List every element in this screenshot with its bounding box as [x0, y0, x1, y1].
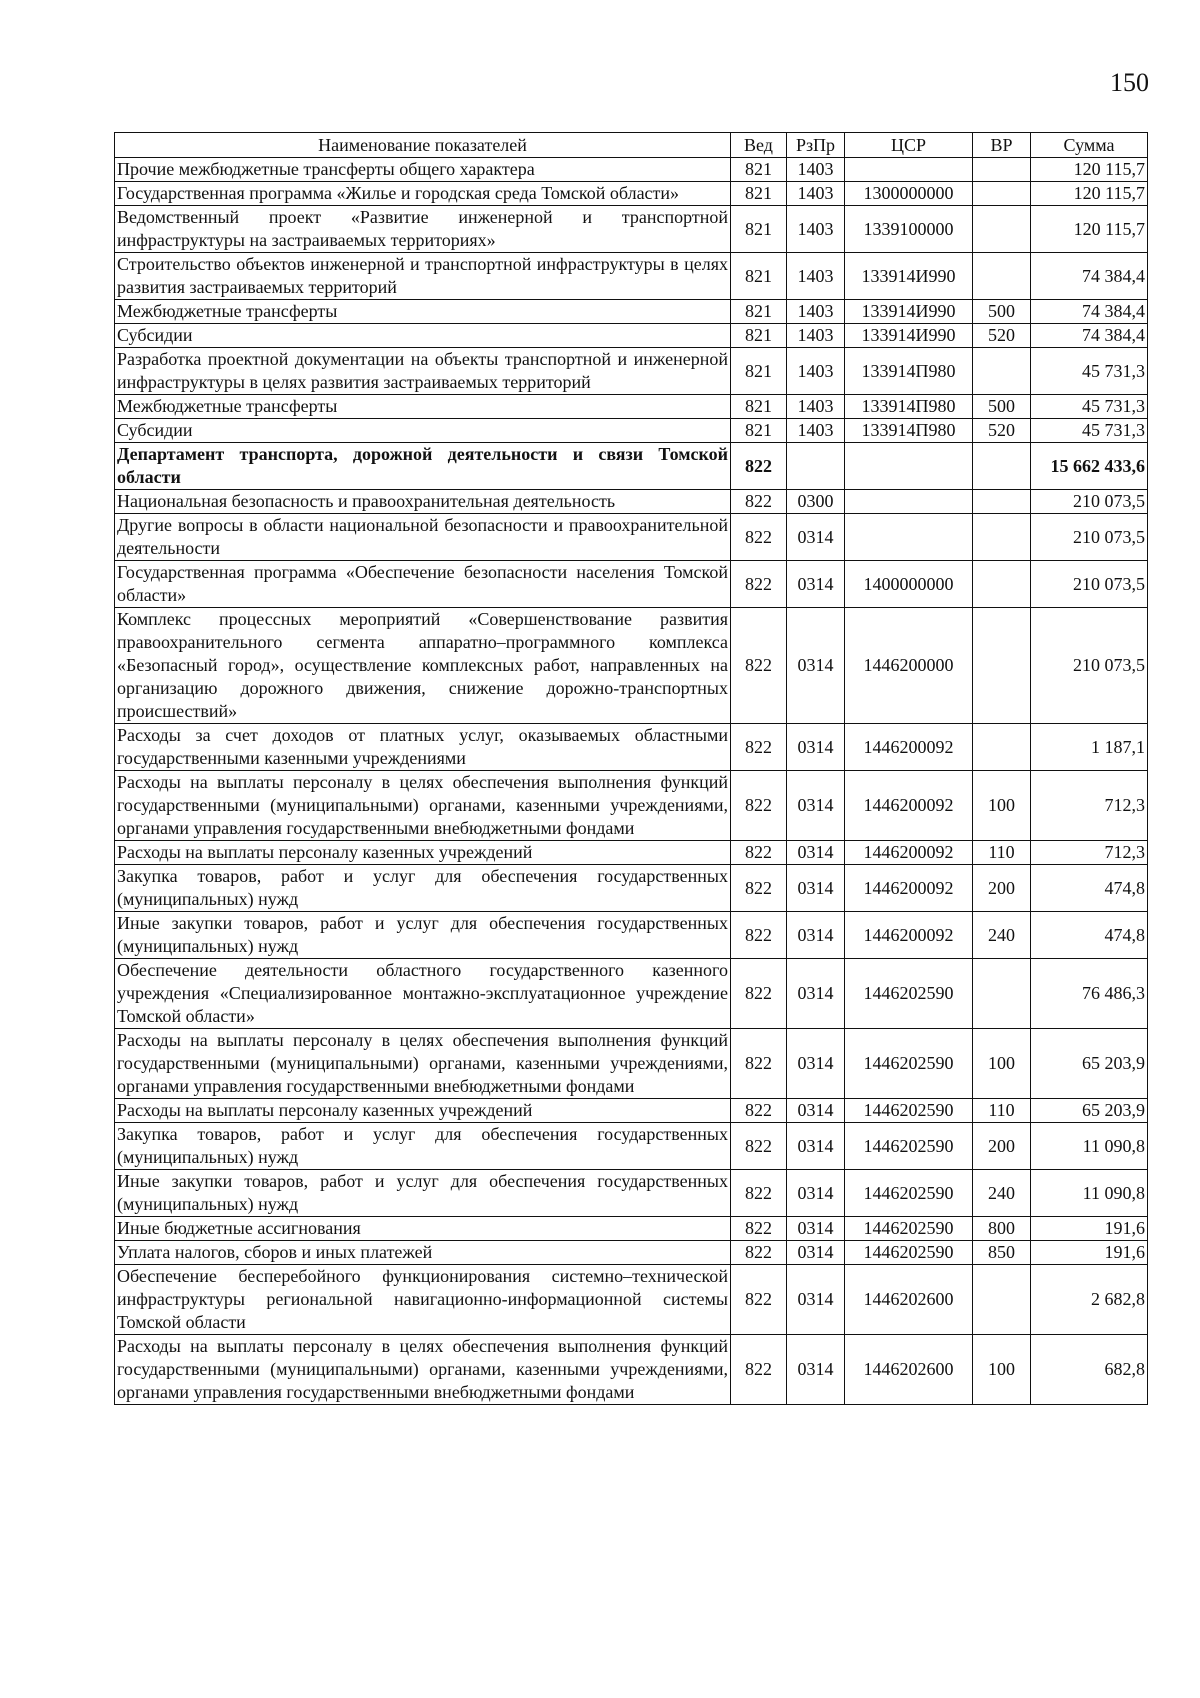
table-row [115, 771, 1148, 841]
header-vr: ВР [973, 133, 1031, 158]
table-row [115, 1241, 1148, 1265]
header-name: Наименование показателей [115, 133, 731, 158]
cell-rzpr: 0314 [787, 724, 845, 771]
cell-rzpr: 0314 [787, 771, 845, 841]
cell-csr: 1446200092 [845, 912, 973, 959]
cell-rzpr: 0314 [787, 1265, 845, 1335]
cell-name: Расходы на выплаты персоналу в целях обеспечения выполнения функций государственными (муниципальными) органами, казенными учреждениями, органами управления государственными внебюджетными фондами [115, 771, 731, 841]
cell-name: Строительство объектов инженерной и транспортной инфраструктуры в целях развития застраиваемых территорий [115, 253, 731, 300]
cell-ved: 822 [731, 959, 787, 1029]
table-row [115, 514, 1148, 561]
cell-rzpr: 0314 [787, 561, 845, 608]
table-row [115, 395, 1148, 419]
cell-rzpr: 0314 [787, 1029, 845, 1099]
cell-vr [973, 514, 1031, 561]
table-row [115, 419, 1148, 443]
header-ved: Вед [731, 133, 787, 158]
cell-rzpr: 1403 [787, 324, 845, 348]
cell-name: Комплекс процессных мероприятий «Совершенствование развития правоохранительного сегмента аппаратно–программного комплекса «Безопасный город», осуществление комплексных работ, направленных на организацию дорожного движения, снижение дорожно-транспортных происшествий» [115, 608, 731, 724]
cell-sum: 11 090,8 [1031, 1170, 1148, 1217]
cell-sum: 120 115,7 [1031, 158, 1148, 182]
cell-vr [973, 443, 1031, 490]
cell-ved: 822 [731, 724, 787, 771]
cell-vr [973, 1265, 1031, 1335]
cell-ved: 822 [731, 608, 787, 724]
cell-sum: 712,3 [1031, 841, 1148, 865]
cell-sum: 120 115,7 [1031, 206, 1148, 253]
cell-sum: 74 384,4 [1031, 324, 1148, 348]
cell-rzpr: 1403 [787, 348, 845, 395]
cell-ved: 822 [731, 865, 787, 912]
cell-vr [973, 490, 1031, 514]
cell-name: Государственная программа «Жилье и городская среда Томской области» [115, 182, 731, 206]
cell-vr: 100 [973, 1335, 1031, 1405]
cell-csr: 133914И990 [845, 253, 973, 300]
table-row [115, 1335, 1148, 1405]
table-row [115, 182, 1148, 206]
cell-sum: 120 115,7 [1031, 182, 1148, 206]
cell-vr [973, 561, 1031, 608]
cell-name: Департамент транспорта, дорожной деятельности и связи Томской области [115, 443, 731, 490]
cell-vr: 520 [973, 419, 1031, 443]
cell-sum: 45 731,3 [1031, 419, 1148, 443]
table-row [115, 608, 1148, 724]
cell-sum: 682,8 [1031, 1335, 1148, 1405]
cell-sum: 474,8 [1031, 912, 1148, 959]
cell-sum: 76 486,3 [1031, 959, 1148, 1029]
cell-csr: 1446200092 [845, 841, 973, 865]
cell-vr [973, 182, 1031, 206]
cell-sum: 210 073,5 [1031, 490, 1148, 514]
cell-ved: 821 [731, 300, 787, 324]
cell-ved: 822 [731, 1029, 787, 1099]
cell-name: Расходы за счет доходов от платных услуг, оказываемых областными государственными казенными учреждениями [115, 724, 731, 771]
cell-csr: 1446202590 [845, 1099, 973, 1123]
cell-vr: 520 [973, 324, 1031, 348]
cell-csr: 133914П980 [845, 348, 973, 395]
cell-csr [845, 514, 973, 561]
cell-ved: 822 [731, 1335, 787, 1405]
cell-rzpr: 1403 [787, 206, 845, 253]
table-row [115, 253, 1148, 300]
cell-ved: 822 [731, 514, 787, 561]
cell-csr [845, 158, 973, 182]
cell-csr: 133914П980 [845, 419, 973, 443]
table-row [115, 348, 1148, 395]
cell-rzpr: 1403 [787, 419, 845, 443]
cell-sum: 210 073,5 [1031, 514, 1148, 561]
cell-ved: 821 [731, 206, 787, 253]
cell-vr: 100 [973, 1029, 1031, 1099]
cell-csr: 1446202590 [845, 1217, 973, 1241]
cell-name: Расходы на выплаты персоналу в целях обеспечения выполнения функций государственными (муниципальными) органами, казенными учреждениями, органами управления государственными внебюджетными фондами [115, 1029, 731, 1099]
cell-rzpr: 0314 [787, 514, 845, 561]
cell-vr: 500 [973, 395, 1031, 419]
cell-ved: 821 [731, 324, 787, 348]
cell-vr: 240 [973, 1170, 1031, 1217]
budget-table [114, 132, 1148, 1405]
cell-sum: 15 662 433,6 [1031, 443, 1148, 490]
cell-vr: 110 [973, 1099, 1031, 1123]
cell-ved: 822 [731, 1217, 787, 1241]
cell-name: Обеспечение деятельности областного государственного казенного учреждения «Специализированное монтажно-эксплуатационное учреждение Томской области» [115, 959, 731, 1029]
cell-rzpr: 0314 [787, 959, 845, 1029]
cell-vr: 800 [973, 1217, 1031, 1241]
header-rzpr: РзПр [787, 133, 845, 158]
table-row [115, 324, 1148, 348]
cell-rzpr: 0314 [787, 1099, 845, 1123]
cell-csr: 1446202590 [845, 1241, 973, 1265]
cell-name: Другие вопросы в области национальной безопасности и правоохранительной деятельности [115, 514, 731, 561]
cell-name: Расходы на выплаты персоналу в целях обеспечения выполнения функций государственными (муниципальными) органами, казенными учреждениями, органами управления государственными внебюджетными фондами [115, 1335, 731, 1405]
cell-csr: 1446200092 [845, 724, 973, 771]
header-csr: ЦСР [845, 133, 973, 158]
cell-name: Закупка товаров, работ и услуг для обеспечения государственных (муниципальных) нужд [115, 1123, 731, 1170]
cell-ved: 821 [731, 158, 787, 182]
cell-ved: 822 [731, 1241, 787, 1265]
cell-csr: 1446200092 [845, 771, 973, 841]
cell-sum: 74 384,4 [1031, 253, 1148, 300]
cell-csr: 1446200000 [845, 608, 973, 724]
cell-rzpr: 1403 [787, 182, 845, 206]
cell-sum: 74 384,4 [1031, 300, 1148, 324]
cell-sum: 65 203,9 [1031, 1099, 1148, 1123]
cell-rzpr: 0314 [787, 608, 845, 724]
cell-sum: 210 073,5 [1031, 608, 1148, 724]
cell-rzpr: 0314 [787, 1217, 845, 1241]
cell-csr: 133914И990 [845, 324, 973, 348]
table-header [115, 133, 1148, 158]
cell-vr: 100 [973, 771, 1031, 841]
cell-rzpr: 0300 [787, 490, 845, 514]
cell-vr [973, 724, 1031, 771]
cell-vr [973, 608, 1031, 724]
table-row [115, 443, 1148, 490]
cell-name: Субсидии [115, 419, 731, 443]
cell-csr: 133914И990 [845, 300, 973, 324]
cell-rzpr: 0314 [787, 865, 845, 912]
cell-csr [845, 443, 973, 490]
cell-name: Иные закупки товаров, работ и услуг для обеспечения государственных (муниципальных) нужд [115, 912, 731, 959]
cell-sum: 191,6 [1031, 1241, 1148, 1265]
cell-name: Иные закупки товаров, работ и услуг для обеспечения государственных (муниципальных) нужд [115, 1170, 731, 1217]
table-row [115, 1029, 1148, 1099]
header-sum: Сумма [1031, 133, 1148, 158]
cell-rzpr: 0314 [787, 1170, 845, 1217]
cell-name: Субсидии [115, 324, 731, 348]
table-row [115, 206, 1148, 253]
header-row [115, 133, 1148, 158]
cell-vr: 200 [973, 865, 1031, 912]
cell-csr: 1339100000 [845, 206, 973, 253]
cell-csr: 1446202590 [845, 959, 973, 1029]
table-row [115, 1099, 1148, 1123]
cell-sum: 191,6 [1031, 1217, 1148, 1241]
cell-csr: 1446202600 [845, 1335, 973, 1405]
cell-ved: 822 [731, 490, 787, 514]
cell-name: Уплата налогов, сборов и иных платежей [115, 1241, 731, 1265]
cell-rzpr: 0314 [787, 1335, 845, 1405]
cell-csr: 1446200092 [845, 865, 973, 912]
table-row [115, 841, 1148, 865]
cell-name: Закупка товаров, работ и услуг для обеспечения государственных (муниципальных) нужд [115, 865, 731, 912]
cell-csr: 1446202600 [845, 1265, 973, 1335]
cell-name: Государственная программа «Обеспечение безопасности населения Томской области» [115, 561, 731, 608]
cell-csr: 1300000000 [845, 182, 973, 206]
table-row [115, 561, 1148, 608]
cell-name: Расходы на выплаты персоналу казенных учреждений [115, 841, 731, 865]
cell-csr: 1446202590 [845, 1170, 973, 1217]
cell-rzpr: 0314 [787, 841, 845, 865]
cell-csr: 133914П980 [845, 395, 973, 419]
cell-name: Обеспечение бесперебойного функционирования системно–технической инфраструктуры региональной навигационно-информационной системы Томской области [115, 1265, 731, 1335]
cell-name: Разработка проектной документации на объекты транспортной и инженерной инфраструктуры в целях развития застраиваемых территорий [115, 348, 731, 395]
cell-ved: 822 [731, 1123, 787, 1170]
cell-ved: 821 [731, 182, 787, 206]
table-row [115, 300, 1148, 324]
table-row [115, 1265, 1148, 1335]
cell-sum: 65 203,9 [1031, 1029, 1148, 1099]
cell-ved: 822 [731, 1170, 787, 1217]
cell-vr: 850 [973, 1241, 1031, 1265]
table-row [115, 490, 1148, 514]
cell-vr [973, 959, 1031, 1029]
cell-name: Национальная безопасность и правоохранительная деятельность [115, 490, 731, 514]
cell-ved: 821 [731, 395, 787, 419]
cell-ved: 822 [731, 561, 787, 608]
cell-rzpr: 0314 [787, 1241, 845, 1265]
cell-rzpr: 1403 [787, 158, 845, 182]
cell-name: Прочие межбюджетные трансферты общего характера [115, 158, 731, 182]
table-row [115, 959, 1148, 1029]
cell-sum: 11 090,8 [1031, 1123, 1148, 1170]
cell-rzpr: 1403 [787, 395, 845, 419]
cell-name: Расходы на выплаты персоналу казенных учреждений [115, 1099, 731, 1123]
cell-sum: 210 073,5 [1031, 561, 1148, 608]
cell-rzpr: 0314 [787, 1123, 845, 1170]
page-number: 150 [1110, 68, 1149, 97]
cell-ved: 822 [731, 1099, 787, 1123]
table-body [115, 158, 1148, 1405]
cell-vr [973, 348, 1031, 395]
cell-ved: 821 [731, 348, 787, 395]
cell-ved: 822 [731, 1265, 787, 1335]
cell-sum: 474,8 [1031, 865, 1148, 912]
cell-sum: 45 731,3 [1031, 395, 1148, 419]
cell-ved: 822 [731, 912, 787, 959]
cell-ved: 822 [731, 771, 787, 841]
cell-vr: 500 [973, 300, 1031, 324]
cell-ved: 821 [731, 253, 787, 300]
table-row [115, 1123, 1148, 1170]
table-row [115, 865, 1148, 912]
cell-rzpr [787, 443, 845, 490]
cell-ved: 822 [731, 841, 787, 865]
cell-vr [973, 206, 1031, 253]
cell-csr: 1446202590 [845, 1123, 973, 1170]
cell-name: Иные бюджетные ассигнования [115, 1217, 731, 1241]
cell-ved: 822 [731, 443, 787, 490]
table-row [115, 1170, 1148, 1217]
cell-rzpr: 0314 [787, 912, 845, 959]
cell-name: Ведомственный проект «Развитие инженерной и транспортной инфраструктуры на застраиваемых территориях» [115, 206, 731, 253]
cell-csr: 1400000000 [845, 561, 973, 608]
cell-vr [973, 253, 1031, 300]
table-row [115, 912, 1148, 959]
cell-vr [973, 158, 1031, 182]
cell-ved: 821 [731, 419, 787, 443]
cell-sum: 1 187,1 [1031, 724, 1148, 771]
cell-rzpr: 1403 [787, 253, 845, 300]
cell-sum: 45 731,3 [1031, 348, 1148, 395]
cell-csr [845, 490, 973, 514]
cell-vr: 240 [973, 912, 1031, 959]
cell-vr: 200 [973, 1123, 1031, 1170]
cell-vr: 110 [973, 841, 1031, 865]
table-row [115, 1217, 1148, 1241]
cell-sum: 712,3 [1031, 771, 1148, 841]
table-row [115, 158, 1148, 182]
cell-rzpr: 1403 [787, 300, 845, 324]
cell-name: Межбюджетные трансферты [115, 300, 731, 324]
table-row [115, 724, 1148, 771]
cell-sum: 2 682,8 [1031, 1265, 1148, 1335]
cell-csr: 1446202590 [845, 1029, 973, 1099]
cell-name: Межбюджетные трансферты [115, 395, 731, 419]
